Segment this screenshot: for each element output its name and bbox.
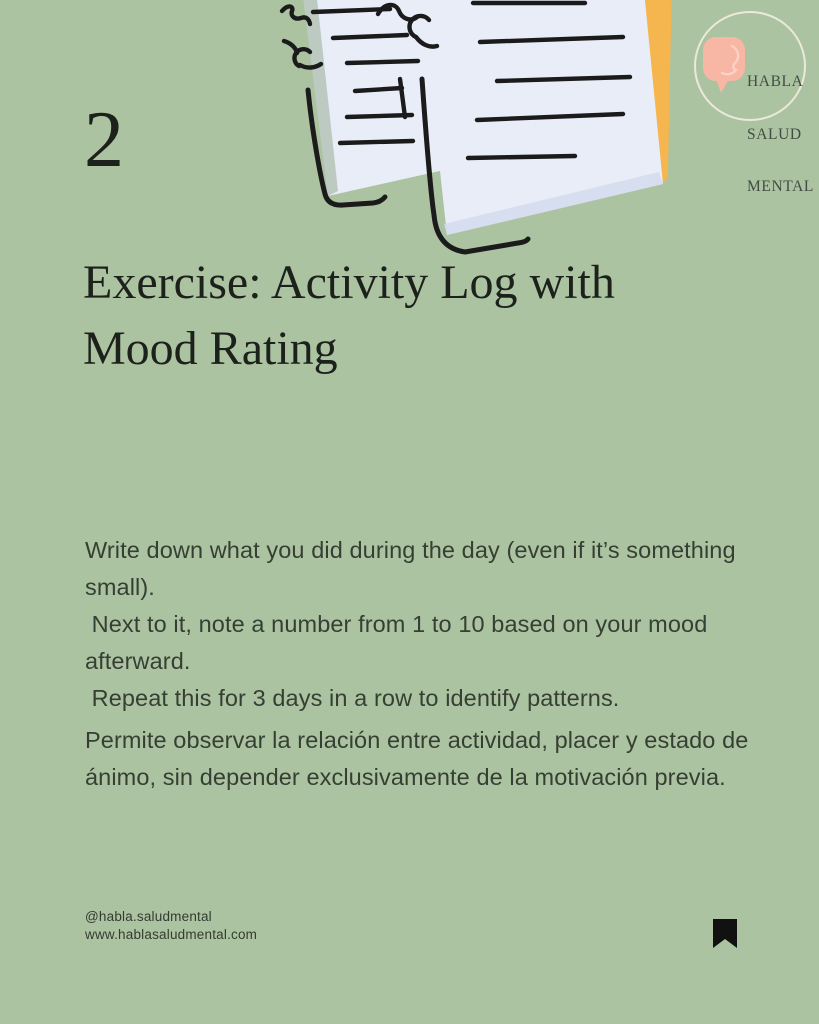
title-line-1: Exercise: Activity Log with [83, 256, 615, 309]
badge-wordmark [747, 38, 814, 231]
brand-badge [694, 11, 814, 195]
title-line-2: Mood Rating [83, 322, 338, 375]
speech-bubble-icon [702, 37, 748, 95]
body-line: ánimo, sin depender exclusivamente de la motivación previa. [85, 764, 726, 790]
body-line: small). [85, 574, 155, 600]
badge-word-2: SALUD [747, 125, 802, 143]
social-handle: @habla.saludmental [85, 909, 212, 924]
badge-word-3: MENTAL [747, 178, 814, 195]
step-number: 2 [84, 96, 124, 184]
badge-word-1: HABLA [747, 73, 804, 90]
page-title [83, 250, 615, 382]
footer [85, 908, 257, 944]
body-line: Permite observar la relación entre actividad, placer y estado de [85, 727, 749, 753]
notepads-illustration [215, 0, 685, 265]
body-line: Write down what you did during the day (even if it’s something [85, 537, 736, 563]
bookmark-icon [712, 918, 738, 950]
notepad-right [418, 0, 672, 252]
website-url: www.hablasaludmental.com [85, 927, 258, 942]
note-spanish [85, 722, 748, 796]
body-line: afterward. [85, 648, 191, 674]
body-line: Repeat this for 3 days in a row to identify patterns. [85, 685, 620, 711]
body-line: Next to it, note a number from 1 to 10 based on your mood [85, 611, 708, 637]
instructions-english [85, 532, 736, 717]
